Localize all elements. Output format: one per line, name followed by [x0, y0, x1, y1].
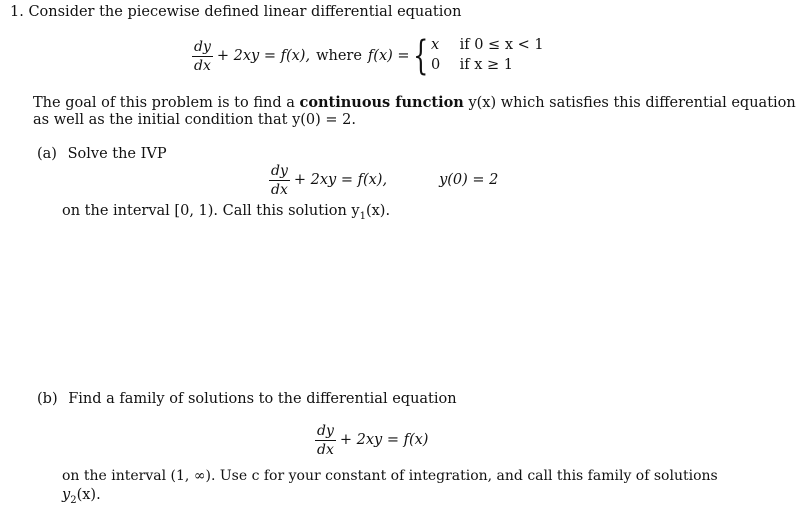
part-b-equation — [315, 420, 428, 460]
frac-numerator: dy — [194, 38, 211, 55]
frac-denominator: dx — [317, 441, 334, 458]
frac-denominator: dx — [271, 181, 288, 198]
part-a-subscript: 1 — [359, 210, 366, 222]
goal-line-2: as well as the initial condition that y(0) = 2. — [33, 112, 357, 128]
derivative-fraction — [192, 40, 213, 73]
part-a-heading — [37, 146, 167, 162]
f-label: f(x) = — [367, 48, 410, 64]
case-condition: if x ≥ 1 — [459, 57, 513, 73]
equation-rest: + 2xy = f(x) — [339, 432, 429, 448]
part-b-heading — [37, 391, 457, 407]
part-a-interval-end: (x). — [365, 203, 391, 219]
part-b-line-2-end: (x). — [76, 487, 101, 503]
case-value: 0 — [431, 57, 441, 73]
left-brace: { — [412, 33, 428, 79]
problem-intro: Consider the piecewise defined linear differential equation — [28, 4, 462, 20]
derivative-fraction — [315, 424, 336, 457]
equation-rest: + 2xy = f(x), — [216, 48, 311, 64]
case-row — [431, 36, 544, 56]
case-row — [431, 56, 544, 76]
frac-numerator: dy — [317, 422, 334, 439]
goal-line-1 — [33, 94, 796, 111]
part-b-line-2 — [62, 487, 101, 506]
part-b-label: (b) — [37, 391, 58, 407]
case-condition: if 0 ≤ x < 1 — [459, 37, 544, 54]
goal-text-bold: continuous function — [299, 94, 464, 111]
part-a-interval — [62, 203, 390, 222]
part-a-title: Solve the IVP — [67, 146, 167, 162]
part-b-line-1: on the interval (1, ∞). Use c for your constant of integration, and call this family of solutions — [62, 468, 718, 484]
initial-condition: y(0) = 2 — [439, 172, 499, 188]
part-a-equation — [269, 160, 498, 200]
main-equation — [192, 34, 544, 78]
part-b-subscript: 2 — [70, 494, 77, 506]
goal-text-post: y(x) which satisfies this differential equation — [468, 95, 796, 111]
equation-rest: + 2xy = f(x), — [293, 172, 388, 188]
part-a-interval-text: on the interval [0, 1). Call this solution y — [62, 203, 360, 219]
goal-text-pre: The goal of this problem is to find a — [33, 95, 295, 111]
part-b-y: y — [62, 487, 71, 503]
frac-denominator: dx — [194, 57, 211, 74]
part-b-title: Find a family of solutions to the differential equation — [68, 391, 457, 407]
problem-heading — [10, 4, 461, 20]
frac-numerator: dy — [271, 162, 288, 179]
where-word: where — [316, 48, 362, 64]
part-a-label: (a) — [37, 146, 57, 162]
case-value: x — [431, 37, 440, 54]
piecewise-cases — [431, 36, 544, 75]
derivative-fraction — [269, 164, 290, 197]
problem-number: 1. — [10, 4, 24, 20]
